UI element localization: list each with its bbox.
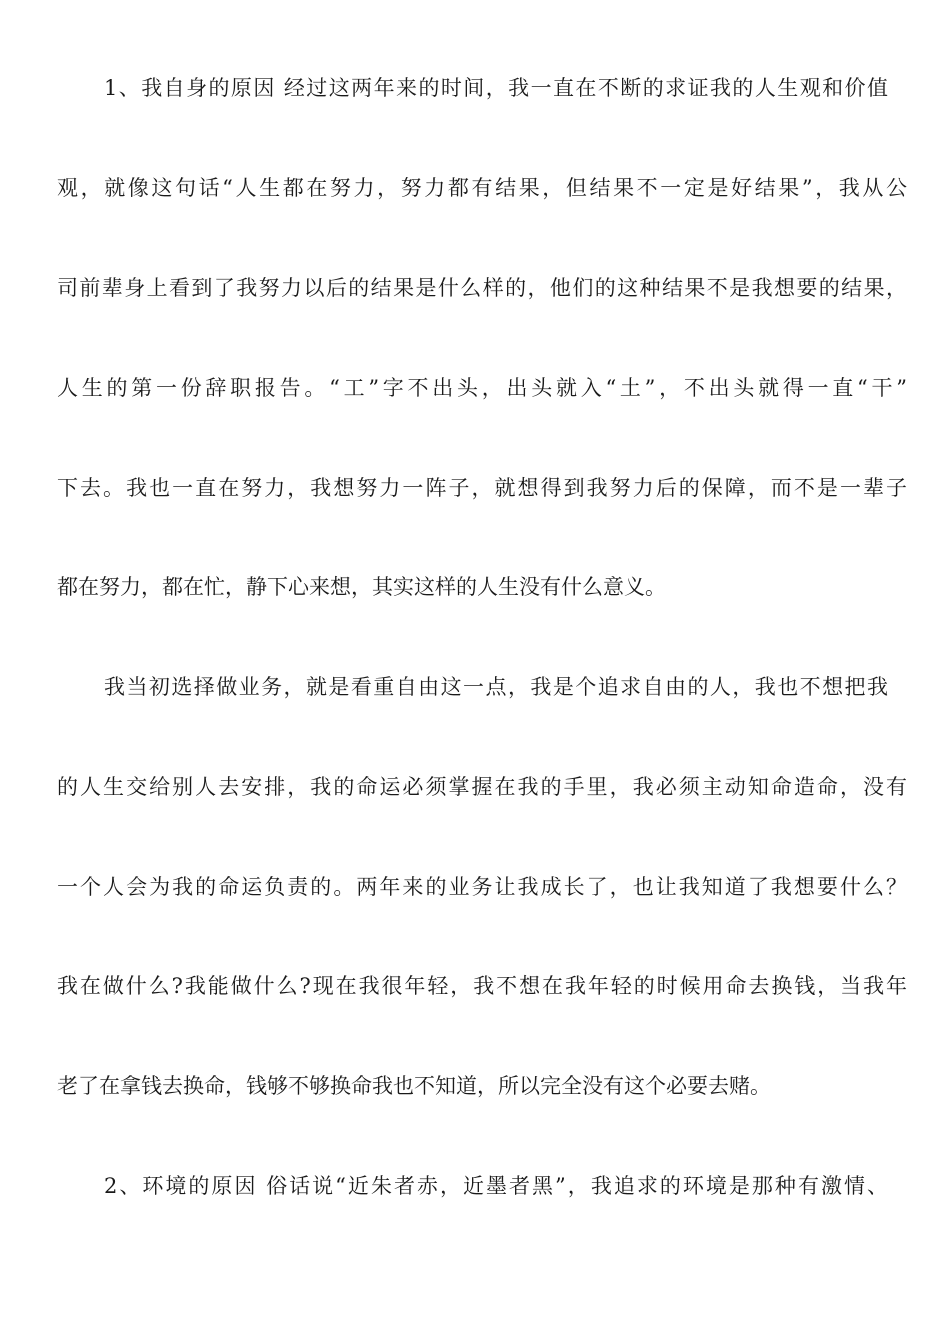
paragraph-1-line-4: 人生的第一份辞职报告。“工”字不出头，出头就入“土”，不出头就得一直“干” xyxy=(57,376,907,400)
paragraph-2-line-4: 我在做什么?我能做什么?现在我很年轻，我不想在我年轻的时候用命去换钱，当我年 xyxy=(57,974,907,998)
paragraph-2-line-3: 一个人会为我的命运负责的。两年来的业务让我成长了，也让我知道了我想要什么？ xyxy=(57,875,907,899)
paragraph-2-line-1: 我当初选择做业务，就是看重自由这一点，我是个追求自由的人，我也不想把我 xyxy=(104,675,888,699)
paragraph-1-line-1: 1、我自身的原因 经过这两年来的时间，我一直在不断的求证我的人生观和价值 xyxy=(104,76,888,100)
paragraph-2-line-2: 的人生交给别人去安排，我的命运必须掌握在我的手里，我必须主动知命造命，没有 xyxy=(57,775,907,799)
paragraph-1-line-5: 下去。我也一直在努力，我想努力一阵子，就想得到我努力后的保障，而不是一辈子 xyxy=(57,476,907,500)
paragraph-1-line-2: 观，就像这句话“人生都在努力，努力都有结果，但结果不一定是好结果”，我从公 xyxy=(57,176,907,200)
paragraph-1-line-6: 都在努力，都在忙，静下心来想，其实这样的人生没有什么意义。 xyxy=(57,575,666,599)
paragraph-3-line-1: 2、环境的原因 俗话说“近朱者赤，近墨者黑”，我追求的环境是那种有激情、 xyxy=(104,1174,888,1198)
paragraph-1-line-3: 司前辈身上看到了我努力以后的结果是什么样的，他们的这种结果不是我想要的结果， xyxy=(57,276,907,300)
paragraph-2-line-5: 老了在拿钱去换命，钱够不够换命我也不知道，所以完全没有这个必要去赌。 xyxy=(57,1074,771,1098)
